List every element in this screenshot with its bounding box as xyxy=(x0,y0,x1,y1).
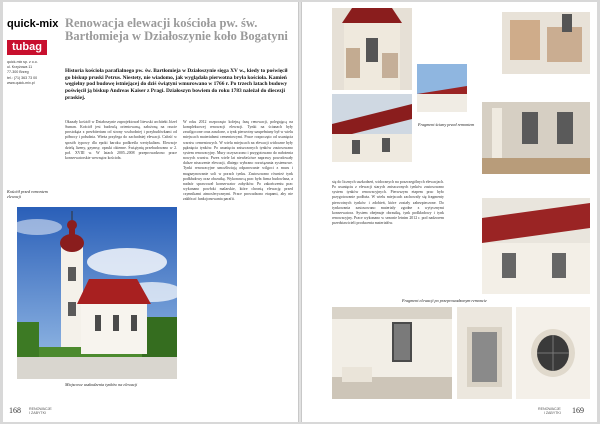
contact-line: ul. Krzyżowa 11 xyxy=(7,65,33,70)
magazine-logo-left: RENOWACJE I ZABYTKI xyxy=(29,407,52,415)
wall-damage-photo xyxy=(502,12,590,74)
left-page xyxy=(3,2,298,422)
contact-line: tel.: (71) 363 73 00 xyxy=(7,75,38,80)
text-column-2: W roku 2012 rozpoczęto kolejną fazę renowacji, polegającą na kompleksowej renowacji elewacji. Tynki na ścianach były zawilgocone oraz zasolone, a tynk pierwotny uzupełniany był w wielu miejscach materiałami cementowymi. Prace rozpoczęto od usunięcia warstw cementowych. W wielu miejscach na elewacji widoczne były pęknięcia tynków. Po usunięciu zniszczonych tynków zastosowano system renowacyjny. Mury oczyszczono i przygotowano do nałożenia nowych warstw. Przez wiele lat niewłaściwe naprawy powodowały dalsze niszczenie elewacji, dlatego wybrano rozwiązania systemowe. Tynki renowacyjne umożliwiają odparowanie wilgoci z muru i magazynowanie soli w porach tynku. Zastosowano również tynk podkładowy oraz obrzutkę. Wykonawcą prac była firma budowlana, a nadzór sprawował konserwator zabytków. Po zakończeniu prac wykonano powłoki malarskie, które chronią elewację przed czynnikami atmosferycznymi. Prace prowadzono etapami, aby nie zakłócać funkcjonowania parafii. xyxy=(183,120,293,202)
magazine-spread xyxy=(3,2,597,422)
doorway-photo xyxy=(457,307,512,399)
contact-line: www.quick-mix.pl xyxy=(7,80,35,85)
roof-photo xyxy=(482,198,590,294)
sky-detail-photo xyxy=(417,64,467,112)
window-wall-photo xyxy=(332,307,452,399)
caption-window: Fragment elewacji po przeprowadzonym remoncie xyxy=(402,298,487,303)
tubag-logo: tubag xyxy=(7,40,47,55)
tower-wall-photo xyxy=(332,8,412,90)
contact-line: quick-mix sp. z o.o. xyxy=(7,60,38,64)
page-number-left: 168 xyxy=(9,406,21,415)
quick-mix-logo: quick-mix xyxy=(7,18,59,30)
caption-church: Kościół przed remontem elewacji xyxy=(7,189,48,200)
text-column-1: Okazały kościół w Działoszynie zaprojektował litewski architekt Józef Suman. Kościół jest budowlą orientowaną, założoną na rzucie prostokąta z prezbiterium od strony wschodniej i przybudówkami od północy i południa. Wieża przylega do zachodniej elewacji. Całość w sposób typowy dla epoki baroku podkreśla wertykalizm. Elewacje dzielą lizeny, gzymsy, opaski okienne. Świątynię przebudowano w 2. poł. XVIII w. W latach 2005–2008 przeprowadzono prace konserwatorskie wewnątrz kościoła. xyxy=(65,120,177,161)
contact-line: 77-300 Brzeg xyxy=(7,70,29,75)
magazine-logo-right: RENOWACJE I ZABYTKI xyxy=(538,407,561,415)
text-column-3: się do licznych uszkodzeń, widocznych na poszczególnych elewacjach. Po usunięciu z elewacji starych zniszczonych tynków zastosowano system tynków renowacyjnych. Pierwszym etapem prac było przygotowanie podłoża. W wielu miejscach zachowały się fragmenty pierwotnych tynków i zdobień, które zostały zabezpieczone. Do tynkowania zastosowano materiały zgodne z wytycznymi konserwatora. System obejmuje obrzutkę, tynk podkładowy i tynk renowacyjny. Prace wykonano w sezonie letnim 2012 r. pod nadzorem przedstawicieli producenta materiałów. xyxy=(332,180,444,226)
caption-damage: Miejscowe uszkodzenia tynków na elewacji xyxy=(65,382,138,387)
company-contact xyxy=(7,60,51,86)
facade-before-photo xyxy=(482,102,590,174)
article-lead: Historia kościoła parafialnego pw. św. Bartłomieja w Działoszynie sięga XV w., kiedy to poświęcił go biskup pruski Petrus. Niestety, nie wiadomo, jak wyglądała pierwotna bryła kościoła. Kamień węgielny pod budowę istniejącej do dziś świątyni wmurowano w 1766 r. Po trzech latach budowy poświęcił ją biskup Andreas Kaiser z Pragi. Działoszyn bowiem do roku 1783 należał do diecezji praskiej. xyxy=(65,68,288,101)
caption-wall: Fragment ściany przed remontem xyxy=(418,122,475,127)
church-photo xyxy=(17,207,177,379)
church-side-photo xyxy=(332,94,412,162)
page-number-right: 169 xyxy=(572,406,584,415)
oval-window-photo xyxy=(516,307,590,399)
right-page xyxy=(302,2,597,422)
article-title: Renowacja elewacji kościoła pw. św. Bartłomieja w Działoszynie koło Bogatyni xyxy=(65,16,288,43)
